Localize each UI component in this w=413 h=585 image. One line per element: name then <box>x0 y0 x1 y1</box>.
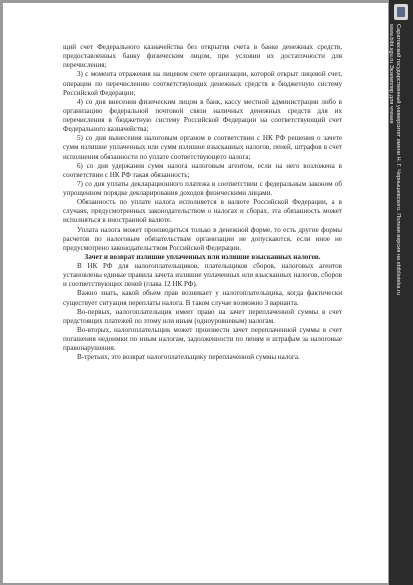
document-page <box>3 3 388 583</box>
paragraph: Обязанность по уплате налога исполняется в валюте Российской Федерации, а в случаях, предусмотренных законодательством о налогах и сборах, эта обязанность может исполняться в иностранной валюте. <box>63 198 342 225</box>
paragraph: 5) со дня вынесения налоговым органом в соответствии с НК РФ решения о зачете сумм излишне уплаченных или сумм излишне взысканных налогов, пеней, штрафов в счет исполнения обязанности по уплате соответствующего налога; <box>63 134 342 161</box>
paragraph: Во-вторых, налогоплательщик может произвести зачет переплаченной суммы в счет погашения недоимки по иным налогам, задолженности по пеням и штрафам за налоговые правонарушения. <box>63 325 342 353</box>
paragraph: В НК РФ для налогоплательщиков, плательщиков сборов, налоговых агентов установлены единые правила зачета излишне уплаченных или взысканных налогов, сборов и соответствующих пеней (глава 12 НК РФ). <box>63 262 342 289</box>
paragraph: Важно знать, какой объем прав возникает у налогоплательщика, когда фактически существует ситуация переплаты налога. В таком случае возможно 3 варианта. <box>63 289 342 307</box>
paragraph: Во-первых, налогоплательщик имеет право на зачет переплаченной суммы в счет предстоящих платежей по этому или иным (одноуровневым) налогам. <box>63 307 342 325</box>
watermark-line-1: Саратовский государственный университет имени Н. Г. Чернышевского. Полная версия на ebiblioteka.ru <box>395 24 401 295</box>
watermark-sidebar <box>389 0 413 585</box>
paragraph: 4) со дня внесения физическим лицом в банк, кассу местной администрации либо в организацию федеральной почтовой связи наличных денежных средств для их перечисления в бюджетную систему Российской Федерации на соответствующий счет Федерального казначейства; <box>63 97 342 134</box>
watermark-text <box>387 24 401 295</box>
paragraph: 3) с момента отражения на лицевом счете организации, которой открыт лицевой счет, операции по перечислению соответствующих денежных средств в бюджетную систему Российской Федерации; <box>63 70 342 97</box>
paragraph: В-третьих, это возврат налогоплательщику переплаченной суммы налога. <box>77 353 300 362</box>
library-logo-icon <box>394 4 408 20</box>
paragraph: щий счет Федерального казначейства без открытия счета в банке денежных средств, предоставленных банку физическим лицом, при условии их достаточности для перечисления; <box>63 43 342 70</box>
document-body <box>63 43 342 362</box>
paragraph: 7) со дня уплаты декларационного платежа в соответствии с федеральным законом об упрощенном порядке декларирования доходов физическими лицами. <box>63 179 342 197</box>
paragraph: Уплата налога может производиться только в денежной форме, то есть другие формы расчетов по налоговым обязательствам организации не допускаются, если иное не предусмотрено законодательством Российской Федерации. <box>63 225 342 252</box>
watermark-line-2: www.bibl.sgu.ru Экземпляр для чтения <box>388 24 394 124</box>
section-heading: Зачет и возврат излишне уплаченных или излишне взысканных налогов. <box>84 252 321 261</box>
paragraph: 6) со дня удержания сумм налога налоговым агентом, если на него возложена в соответствии с НК РФ такая обязанность; <box>63 161 342 179</box>
